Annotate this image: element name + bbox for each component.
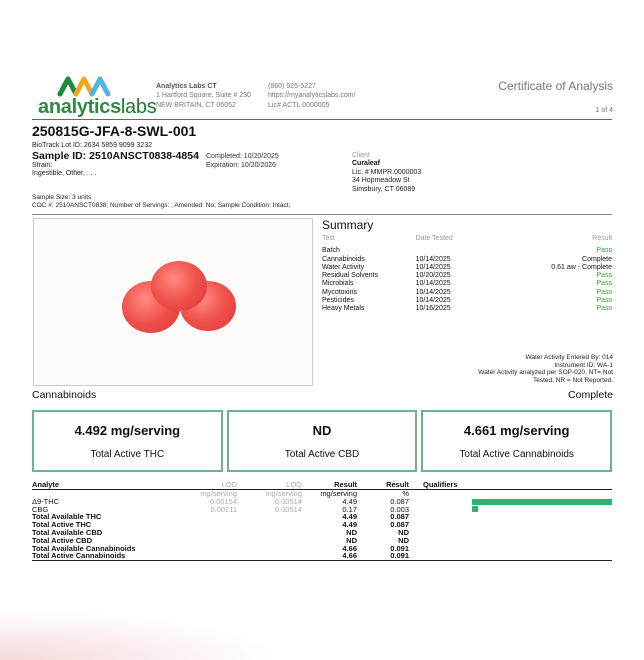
analyte-bar-cell [472, 545, 612, 553]
summary-result: Pass [596, 280, 612, 288]
analyte-name: Δ9-THC [32, 496, 60, 506]
analyte-result-pct: 0.091 [390, 543, 409, 553]
sample-id: Sample ID: 2510ANSCT0838-4854 [32, 150, 199, 162]
analyte-bar-cell [472, 529, 612, 537]
analyte-loq [237, 545, 302, 553]
units-row [32, 490, 612, 498]
analyte-result-mg: ND [346, 527, 357, 537]
analyte-loq [237, 521, 302, 529]
summary-test: Heavy Metals [322, 305, 365, 313]
product-photo [33, 218, 313, 386]
summary-result: Pass [596, 288, 612, 296]
analyte-qualifiers [409, 537, 472, 545]
card-value: ND [312, 422, 332, 438]
summary-date: 10/14/2025 [415, 297, 451, 305]
analyte-qualifiers [409, 545, 472, 553]
analyte-name: Total Available CBD [32, 527, 103, 537]
header-result-pct: Result [357, 480, 409, 490]
analyte-qualifiers [409, 513, 472, 521]
wa-note-line4: Tested, NR = Not Reported. [532, 376, 613, 384]
summary-date: 10/20/2025 [415, 272, 451, 280]
summary-row [322, 280, 612, 288]
header-qualifiers: Qualifiers [409, 480, 472, 490]
dates-block [206, 153, 279, 170]
analyte-loq [237, 537, 302, 545]
summary-result: Pass [596, 305, 612, 313]
analyte-row [32, 498, 612, 506]
analyte-qualifiers [409, 498, 472, 506]
card-label: Total Active Cannabinoids [459, 448, 574, 460]
summary-row [322, 305, 612, 313]
summary-test: Cannabinoids [322, 255, 365, 263]
product-category: Ingestible, Other, . . . [32, 170, 97, 177]
lab-phone: (860) 925-5227 [268, 83, 316, 90]
analyte-row [32, 513, 612, 521]
analyte-lod: 0.00154 [209, 496, 237, 506]
analyte-qualifiers [409, 506, 472, 514]
analyte-result-mg: 4.66 [342, 543, 357, 553]
analyte-lod [172, 552, 237, 560]
analyte-loq: 0.00514 [274, 496, 302, 506]
analyte-result-pct: 0.087 [390, 496, 409, 506]
analyte-bar-cell [472, 513, 612, 521]
summary-date: 10/14/2025 [415, 288, 451, 296]
summary-table [322, 235, 612, 314]
analyte-result-mg: 4.66 [302, 552, 357, 560]
summary-date: 10/14/2025 [415, 263, 451, 271]
analyte-loq [237, 529, 302, 537]
lab-contact-block [268, 82, 356, 110]
summary-date [416, 247, 511, 255]
client-address-line2: Simsbury, CT 06089 [352, 185, 416, 193]
analyte-result-pct: ND [398, 535, 409, 545]
lab-address-line2: NEW BRITAIN, CT 06052 [156, 101, 236, 109]
cannabinoid-totals [32, 410, 612, 472]
analyte-name: Total Active CBD [32, 535, 93, 545]
card-value: 4.661 mg/serving [463, 422, 570, 438]
analyte-loq: 0.00514 [274, 504, 302, 514]
summary-result: Pass [596, 247, 612, 255]
analyte-bar-cell [472, 521, 612, 529]
strain-block [32, 162, 97, 178]
analyte-loq [237, 513, 302, 521]
header-analyte: Analyte [32, 480, 172, 490]
analyte-result-pct: 0.087 [390, 512, 409, 522]
biotrack-lot-id: BioTrack Lot ID: 2634 5859 9099 3232 [32, 142, 152, 149]
summary-test: Microbials [322, 280, 354, 288]
cannabinoid-results-table [32, 480, 612, 561]
header-bar [472, 480, 612, 490]
completed-date: Completed: 10/20/2025 [206, 153, 279, 160]
analyte-name: Total Available Cannabinoids [32, 543, 136, 553]
lab-name: Analytics Labs CT [156, 83, 217, 90]
result-bar [472, 499, 612, 505]
analyte-row [32, 521, 612, 529]
summary-title: Summary [322, 218, 374, 232]
analyte-qualifiers [409, 529, 472, 537]
summary-header-test: Test [322, 235, 335, 242]
lab-address-line1: 1 Hartford Square, Suite # 230 [156, 92, 251, 100]
analyte-qualifiers [409, 552, 472, 560]
analyte-result-mg: 4.49 [342, 512, 357, 522]
summary-result: 0.61 aw - Complete [551, 263, 612, 271]
card-label: Total Active CBD [284, 448, 360, 460]
unit-lod: mg/serving [200, 489, 237, 498]
logo-mark-icon [56, 74, 136, 98]
summary-test: Batch [322, 247, 340, 255]
analytics-labs-logo [38, 74, 157, 120]
client-block [352, 152, 421, 194]
analyte-result-pct: 0.003 [390, 504, 409, 514]
analyte-lod [172, 513, 237, 521]
total-active-cannabinoids-card [421, 410, 612, 472]
wa-note-line3: Water Activity analyzed per SOP-020. NT= Not [478, 369, 613, 377]
wa-note-line2: Instrument ID: WA-1 [554, 361, 613, 369]
analyte-name: Total Active Cannabinoids [32, 552, 172, 560]
card-label: Total Active THC [90, 448, 165, 460]
summary-date: 10/14/2025 [415, 255, 451, 263]
analyte-result-mg: ND [346, 535, 357, 545]
lab-website-link[interactable]: https://myanalyticslabs.com/ [268, 92, 356, 100]
analyte-bar-cell [472, 506, 612, 514]
analyte-lod [172, 537, 237, 545]
client-label: Client [352, 152, 370, 159]
summary-row [322, 297, 612, 305]
summary-row [322, 247, 612, 255]
sample-size: Sample Size: 3 units [32, 194, 92, 201]
analyte-result-pct: ND [398, 527, 409, 537]
expiration-date: Expiration: 10/20/2026 [206, 161, 277, 169]
summary-header-result: Result [592, 235, 612, 242]
total-active-thc-card [32, 410, 223, 472]
water-activity-note [413, 354, 613, 384]
summary-test: Residual Solvents [322, 272, 379, 280]
analyte-lod [172, 529, 237, 537]
summary-row [322, 264, 612, 272]
analyte-bar-cell [472, 537, 612, 545]
analyte-row [32, 529, 612, 537]
batch-id: 250815G-JFA-8-SWL-001 [32, 123, 197, 139]
summary-row [322, 272, 612, 280]
lab-address-block [156, 82, 251, 110]
summary-result: Pass [596, 272, 612, 280]
analyte-result-mg: 4.49 [342, 520, 357, 530]
sample-details [32, 194, 290, 209]
analyte-name: Total Available THC [32, 512, 102, 522]
analyte-lod [172, 521, 237, 529]
analyte-row [32, 506, 612, 514]
client-name: Curaleaf [352, 160, 381, 168]
document-title: Certificate of Analysis [498, 79, 613, 93]
summary-date: 10/16/2025 [415, 305, 451, 313]
unit-result-mg: mg/serving [320, 489, 357, 498]
summary-test: Mycotoxins [322, 288, 358, 296]
section-divider [32, 214, 612, 215]
cannabinoids-title: Cannabinoids [32, 389, 97, 401]
total-active-cbd-card [227, 410, 418, 472]
summary-test: Pesticides [322, 297, 354, 305]
summary-result: Complete [582, 255, 612, 263]
strain-label: Strain: [32, 162, 53, 169]
gummy-image-top [151, 261, 207, 311]
client-license: Lic. # MMPR.0000003 [352, 168, 422, 176]
analyte-name: CBG [32, 504, 49, 514]
header-loq: LOQ [237, 480, 302, 490]
analyte-lod [172, 545, 237, 553]
logo-wordmark: analyticslabs [38, 96, 157, 118]
unit-result-pct: % [402, 489, 409, 498]
wa-note-line1: Water Activity Entered By: 014 [525, 354, 613, 361]
summary-test: Water Activity [322, 263, 365, 271]
analyte-bar-cell [472, 498, 612, 506]
header-lod: LOD [172, 480, 237, 490]
analyte-result-mg: 4.49 [342, 496, 357, 506]
analyte-bar-cell [472, 552, 612, 560]
summary-date: 10/14/2025 [415, 280, 451, 288]
client-address-line1: 34 Hopmeadow St [352, 177, 410, 185]
analyte-loq [237, 552, 302, 560]
analyte-lod: 0.00211 [210, 504, 237, 514]
lab-license: Lic# ACTL.0000005 [268, 101, 330, 109]
analyte-name: Total Active THC [32, 520, 92, 530]
analyte-row [32, 552, 612, 560]
summary-header-date: Date Tested [415, 235, 453, 242]
cannabinoids-status: Complete [568, 389, 613, 401]
header-divider [32, 119, 612, 120]
background-shadow [0, 610, 280, 660]
analyte-result-pct: 0.087 [390, 520, 409, 530]
coc-line: COC #: 2510ANSCT0838; Number of Servings: ; Amended: No; Sample Condition: Intact; [32, 201, 291, 209]
summary-row [322, 289, 612, 297]
result-bar [472, 506, 478, 512]
analyte-result-mg: 0.17 [342, 504, 357, 514]
summary-row [322, 256, 612, 264]
analyte-result-pct: 0.091 [357, 552, 409, 560]
summary-result: Pass [596, 297, 612, 305]
analyte-qualifiers [409, 521, 472, 529]
header-result-mg: Result [302, 480, 357, 490]
unit-loq: mg/serving [265, 489, 302, 498]
page-number: 1 of 4 [595, 107, 613, 114]
card-value: 4.492 mg/serving [74, 422, 181, 438]
